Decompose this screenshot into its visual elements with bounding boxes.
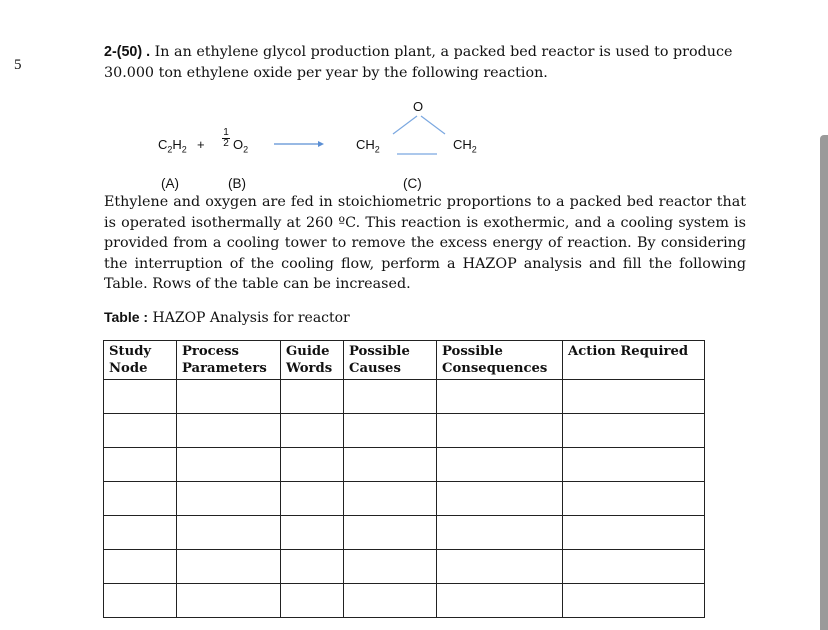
header-possible-consequences: Possible Consequences bbox=[437, 341, 563, 380]
table-cell[interactable] bbox=[104, 448, 177, 482]
table-caption-bold: Table : bbox=[104, 309, 149, 325]
table-cell[interactable] bbox=[437, 516, 563, 550]
epoxide-ring-icon bbox=[385, 110, 455, 160]
table-cell[interactable] bbox=[437, 414, 563, 448]
table-cell[interactable] bbox=[104, 550, 177, 584]
scrollbar[interactable] bbox=[820, 135, 828, 630]
table-cell[interactable] bbox=[437, 482, 563, 516]
table-caption-text: HAZOP Analysis for reactor bbox=[152, 310, 350, 326]
table-cell[interactable] bbox=[281, 482, 344, 516]
table-cell[interactable] bbox=[563, 482, 705, 516]
question-number: 2-(50) . bbox=[104, 44, 151, 60]
table-cell[interactable] bbox=[281, 516, 344, 550]
table-cell[interactable] bbox=[563, 516, 705, 550]
table-row bbox=[104, 584, 705, 618]
hazop-table bbox=[103, 340, 705, 618]
table-row bbox=[104, 550, 705, 584]
header-guide-words: Guide Words bbox=[281, 341, 344, 380]
problem-paragraph: Ethylene and oxygen are fed in stoichiometric proportions to a packed bed reactor that is operated isothermally at 260 ºC. This reaction is exothermic, and a cooling system is provided from a cooling tower to remove the excess energy of reaction. By considering the interruption of the cooling flow, perform a HAZOP analysis and fill the following Table. Rows of the table can be increased. bbox=[104, 194, 746, 293]
table-cell[interactable] bbox=[104, 414, 177, 448]
epoxide-oxygen: O bbox=[413, 99, 424, 114]
table-cell[interactable] bbox=[563, 550, 705, 584]
fraction-half: 1 2 bbox=[223, 127, 229, 149]
table-cell[interactable] bbox=[437, 448, 563, 482]
table-cell[interactable] bbox=[437, 550, 563, 584]
page-number: 5 bbox=[14, 57, 22, 73]
table-cell[interactable] bbox=[344, 414, 437, 448]
header-possible-causes: Possible Causes bbox=[344, 341, 437, 380]
table-cell[interactable] bbox=[563, 448, 705, 482]
table-caption bbox=[104, 309, 350, 326]
table-cell[interactable] bbox=[344, 448, 437, 482]
table-cell[interactable] bbox=[281, 380, 344, 414]
table-cell[interactable] bbox=[177, 516, 281, 550]
table-cell[interactable] bbox=[281, 584, 344, 618]
table-cell[interactable] bbox=[344, 550, 437, 584]
product-ch2-left: $CH_2$ bbox=[356, 137, 380, 155]
reaction-arrow-icon bbox=[270, 136, 326, 152]
table-cell[interactable] bbox=[437, 380, 563, 414]
header-process-parameters: Process Parameters bbox=[177, 341, 281, 380]
table-cell[interactable] bbox=[563, 584, 705, 618]
table-cell[interactable] bbox=[344, 584, 437, 618]
table-cell[interactable] bbox=[344, 516, 437, 550]
table-body bbox=[104, 380, 705, 618]
table-cell[interactable] bbox=[281, 550, 344, 584]
question-intro bbox=[104, 42, 746, 83]
table-cell[interactable] bbox=[281, 448, 344, 482]
table-cell[interactable] bbox=[177, 448, 281, 482]
table-header-row bbox=[104, 341, 705, 380]
table-cell[interactable] bbox=[104, 584, 177, 618]
reactant-oxygen: $O_2$ bbox=[233, 137, 249, 155]
table-row bbox=[104, 380, 705, 414]
table-cell[interactable] bbox=[344, 380, 437, 414]
table-cell[interactable] bbox=[177, 414, 281, 448]
table-cell[interactable] bbox=[563, 414, 705, 448]
table-cell[interactable] bbox=[104, 482, 177, 516]
table-cell[interactable] bbox=[281, 414, 344, 448]
table-row bbox=[104, 482, 705, 516]
table-row bbox=[104, 516, 705, 550]
question-intro-text: In an ethylene glycol production plant, a packed bed reactor is used to produce 30.000 ton ethylene oxide per year by the following reaction. bbox=[104, 44, 733, 81]
table-cell[interactable] bbox=[177, 584, 281, 618]
header-action-required: Action Required bbox=[563, 341, 705, 380]
plus-sign: + bbox=[197, 137, 205, 152]
label-a: (A) bbox=[161, 176, 179, 191]
product-ch2-right: $CH_2$ bbox=[453, 137, 477, 155]
table-cell[interactable] bbox=[104, 380, 177, 414]
table-cell[interactable] bbox=[563, 380, 705, 414]
table-cell[interactable] bbox=[177, 482, 281, 516]
table-cell[interactable] bbox=[344, 482, 437, 516]
table-cell[interactable] bbox=[437, 584, 563, 618]
table-cell[interactable] bbox=[104, 516, 177, 550]
table-cell[interactable] bbox=[177, 380, 281, 414]
table-row bbox=[104, 414, 705, 448]
label-b: (B) bbox=[228, 176, 246, 191]
table-row bbox=[104, 448, 705, 482]
table-cell[interactable] bbox=[177, 550, 281, 584]
reactant-ethylene: $C_2H_2$ bbox=[158, 137, 187, 155]
label-c: (C) bbox=[403, 176, 422, 191]
header-study-node: Study Node bbox=[104, 341, 177, 380]
